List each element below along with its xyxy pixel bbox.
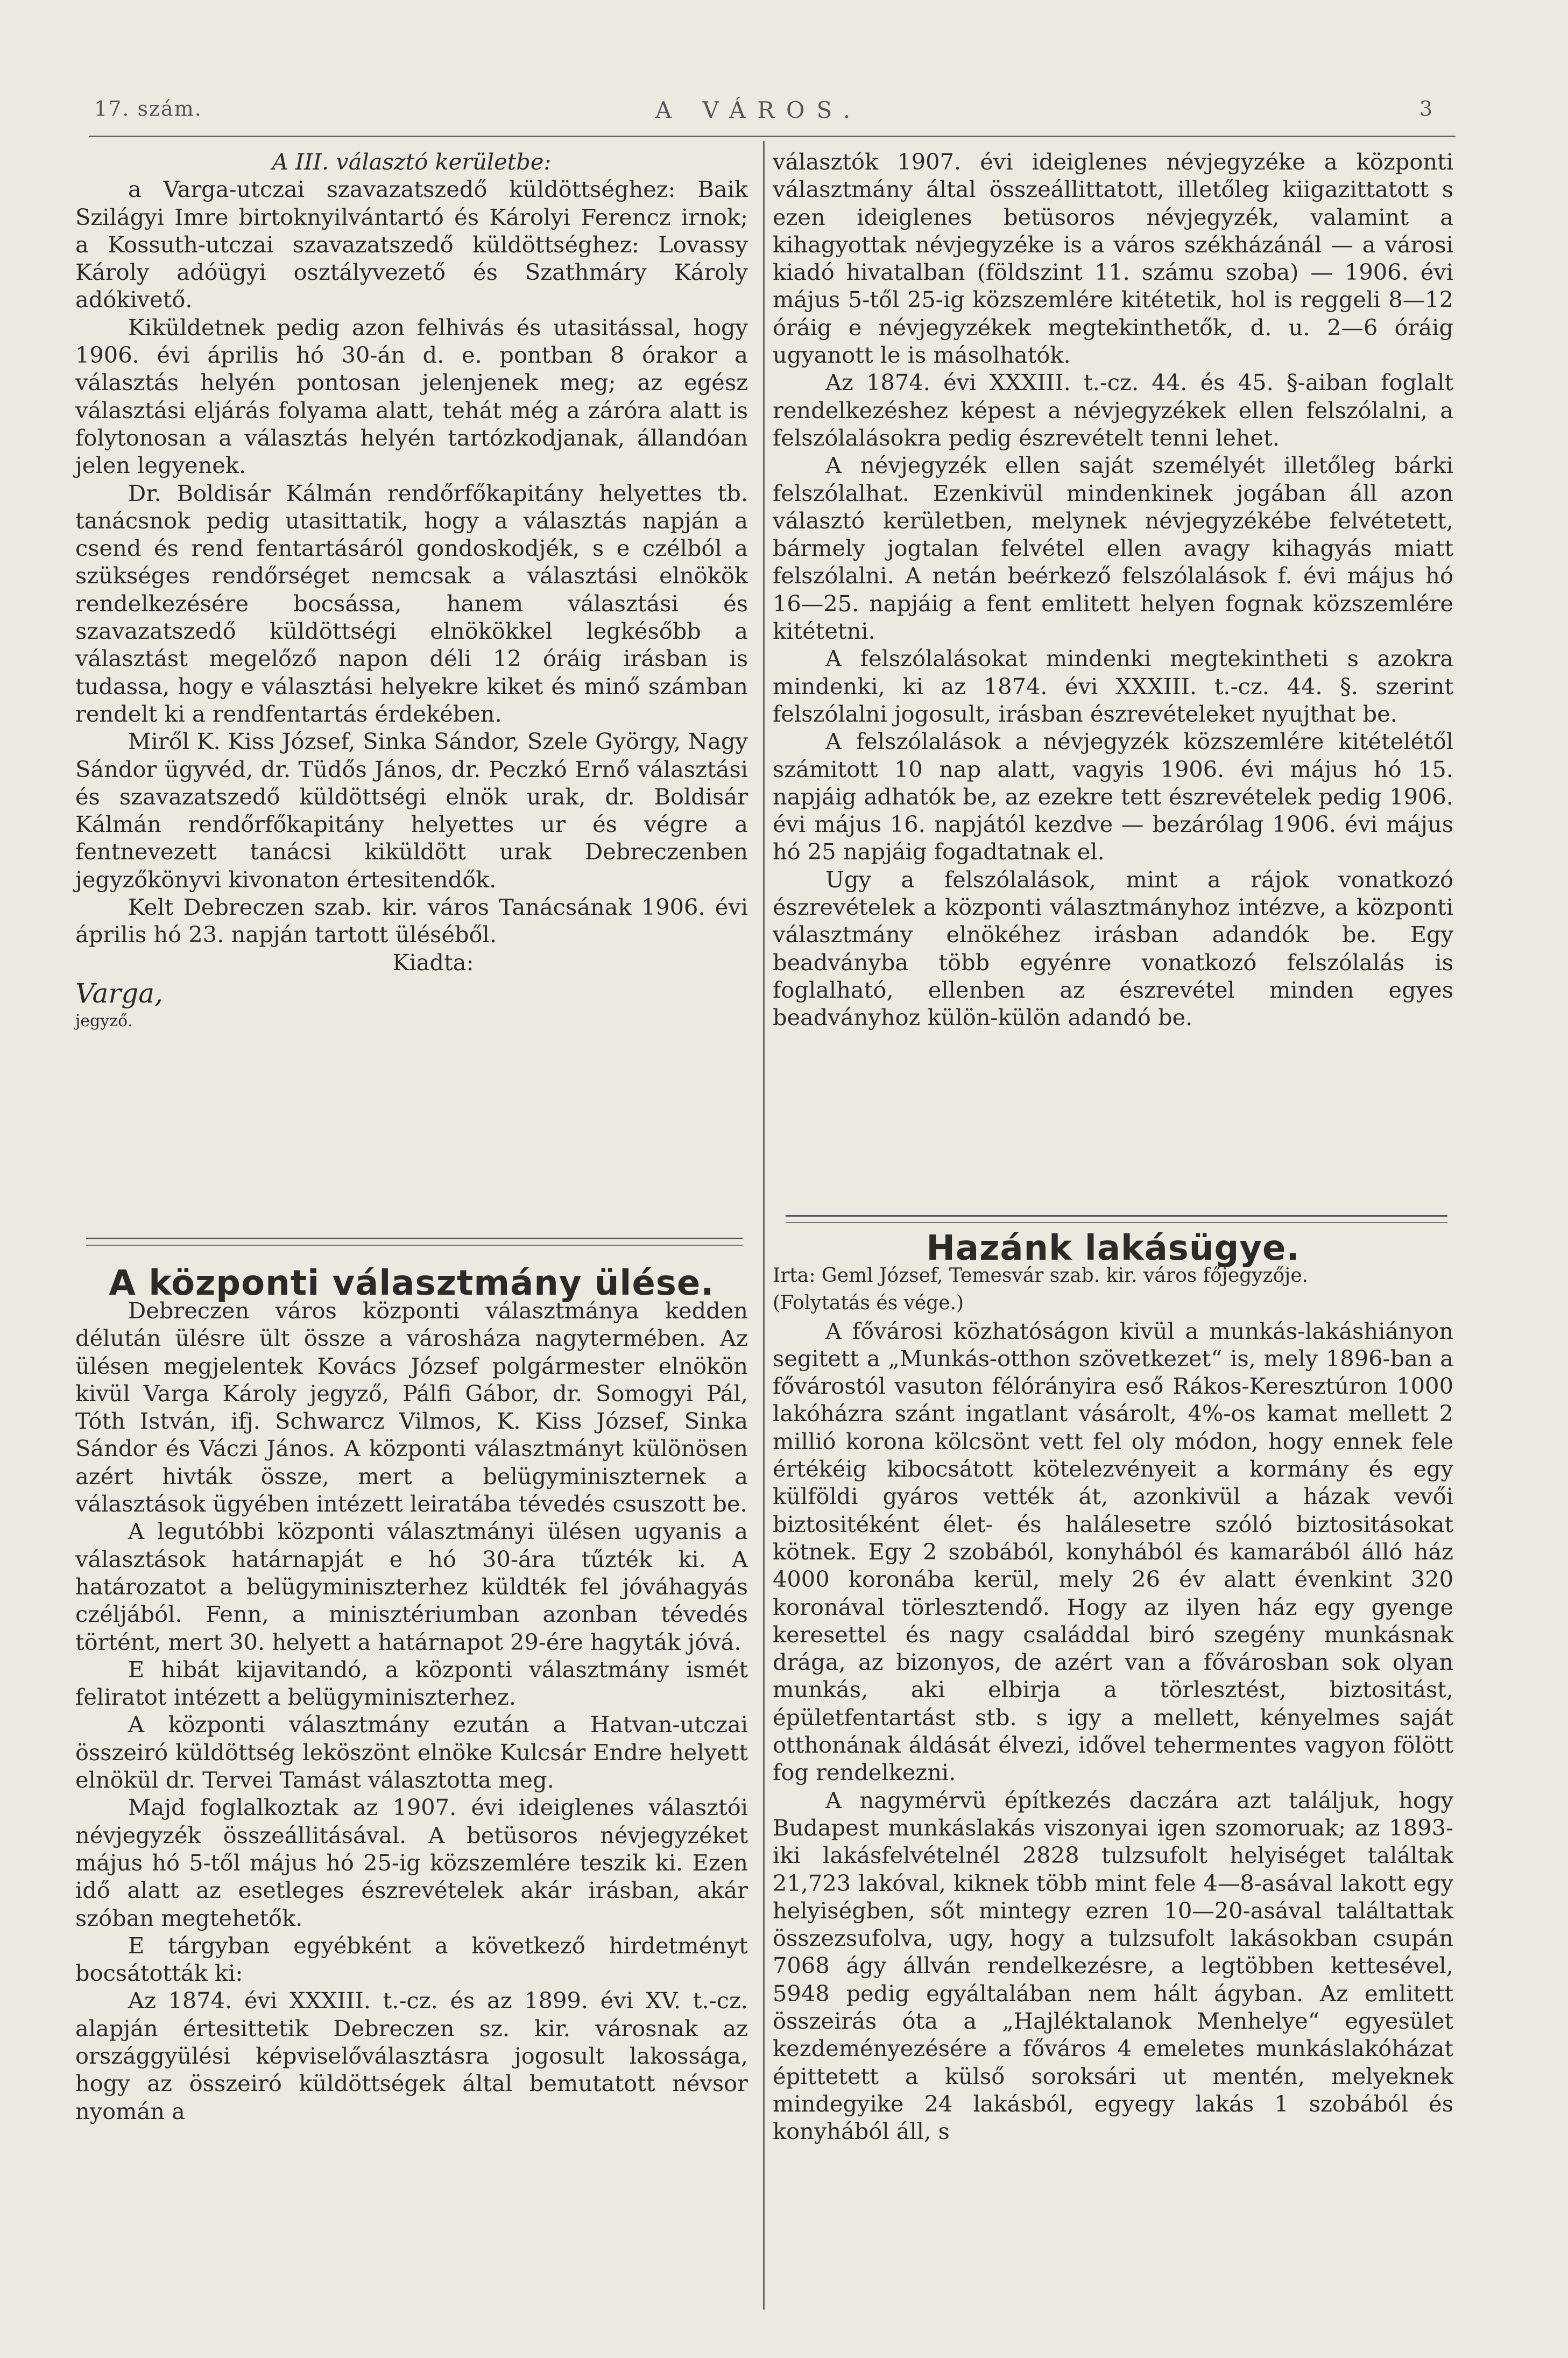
paragraph: a Varga-utczai szavazatszedő küldöttséghez: Baik Szilágyi Imre birtoknyilvántartó és Károlyi Ferencz irnok; a Kossuth-utczai szavazatszedő küldöttséghez: Lovassy Károly adóügyi osztályvezető és Szathmáry Károly adókivető.	[75, 176, 748, 313]
paragraph: Dr. Boldisár Kálmán rendőrfőkapitány helyettes tb. tanácsnok pedig utasittatik, hogy a választás napján a csend és rend fentartásáról gondoskodjék, s e czélból a szükséges rendőrséget nemcsak a választási elnökök rendelkezésére bocsássa, hanem választási és szavazatszedő küldöttségi elnökökkel legkésőbb a választást megelőző napon déli 12 óráig irásban is tudassa, hogy e választási helyekre kiket és minő számban rendelt ki a rendfentartás érdekében.	[75, 479, 748, 727]
page-number: 3	[1419, 97, 1433, 121]
paragraph: Debreczen város központi választmánya kedden délután ülésre ült össze a városháza nagytermében. Az ülésen megjelentek Kovács József polgármester elnökön kivül Varga Károly jegyző, Pálfi Gábor, dr. Somogyi Pál, Tóth István, ifj. Schwarcz Vilmos, K. Kiss József, Sinka Sándor és Váczi János. A központi választmányt különösen azért hivták össze, mert a belügyminiszternek a választások ügyében intézett leiratába tévedés csuszott be.	[75, 1297, 748, 1517]
kiadta-label: Kiadta:	[392, 949, 474, 976]
paragraph: A központi választmány ezután a Hatvan-utczai összeiró küldöttség leköszönt elnöke Kulcsár Endre helyett elnökül dr. Tervei Tamást választotta meg.	[75, 1711, 748, 1794]
paragraph: választók 1907. évi ideiglenes névjegyzéke a központi választmány által összeállittatott, illetőleg kiigazittatott s ezen ideiglenes betüsoros névjegyzék, valamint a kihagyottak névjegyzéke is a város székházánál — a városi kiadó hivatalban (földszint 11. számu szoba) — 1906. évi május 5-től 25-ig közszemlére kitétetik, hol is reggeli 8—12 óráig e névjegyzékek megtekinthetők, d. u. 2—6 óráig ugyanott le is másolhatók.	[773, 149, 1453, 369]
masthead-title: A VÁROS.	[655, 97, 863, 123]
article-title-hazank: Hazánk lakásügye.	[926, 1229, 1300, 1268]
header-rule	[89, 136, 1456, 137]
column-divider	[763, 141, 765, 2310]
paragraph: Ugy a felszólalások, mint a rájok vonatkozó észrevételek a központi választmányhoz intézve, a központi választmány elnökéhez irásban adandók be. Egy beadványba több egyénre vonatkozó felszólalás is foglalható, ellenben az észrevétel minden egyes beadványhoz külön-külön adandó be.	[773, 866, 1453, 1031]
paragraph: Kiküldetnek pedig azon felhivás és utasitással, hogy 1906. évi április hó 30-án d. e. pontban 8 órakor a választás helyén pontosan jelenjenek meg; az egész választási eljárás folyama alatt, tehát még a záróra alatt is folytonosan a választás helyén tartózkodjanak, állandóan jelen legyenek.	[75, 314, 748, 479]
signature-title: jegyző.	[75, 1011, 133, 1030]
section-separator	[786, 1215, 1447, 1223]
paragraph: A felszólalásokat mindenki megtekintheti s azokra mindenki, ki az 1874. évi XXXIII. t.-cz. 44. §. szerint felszólalni jogosult, irásban észrevételeket nyujthat be.	[773, 645, 1453, 727]
paragraph: E tárgyban egyébként a következő hirdetményt bocsátották ki:	[75, 1932, 748, 1987]
signature: Varga,	[75, 977, 163, 1009]
byline: Irta: Geml József, Temesvár szab. kir. város főjegyzője.	[773, 1265, 1309, 1287]
paragraph: A felszólalások a névjegyzék közszemlére kitételétől számitott 10 nap alatt, vagyis 1906. évi május hó 15. napjáig adhatók be, az ezekre tett észrevételek pedig 1906. évi május 16. napjától kezdve — bezárólag 1906. évi május hó 25 napjáig fogadtatnak el.	[773, 728, 1453, 865]
left-column-lower	[75, 1297, 748, 2125]
paragraph: E hibát kijavitandó, a központi választmány ismét feliratot intézett a belügyminiszterhez.	[75, 1656, 748, 1711]
paragraph: A névjegyzék ellen saját személyét illetőleg bárki felszólalhat. Ezenkivül mindenkinek jogában áll azon választó kerületben, melynek névjegyzékébe felvétetett, bármely jogtalan felvétel ellen avagy kihagyás miatt felszólalni. A netán beérkező felszólalások f. évi május hó 16—25. napjáig a fent emlitett helyen fognak közszemlére kitétetni.	[773, 452, 1453, 645]
left-column-upper	[75, 148, 748, 1032]
paragraph: A fővárosi közhatóságon kivül a munkás-lakáshiányon segitett a „Munkás-otthon szövetkezet“ is, mely 1896-ban a fővárostól vasuton félórányira eső Rákos-Keresztúron 1000 lakóházra szánt ingatlant vásárolt, 4%-os kamat mellett 2 millió korona kölcsönt vett fel oly módon, hogy ennek fele értékéig kibocsátott kötelezvényeit a kormány és egy külföldi gyáros vették át, azonkivül a házak vevői biztositéként élet- és halálesetre szóló biztositásokat kötnek. Egy 2 szobából, konyhából és kamarából álló ház 4000 koronába kerül, mely 26 év alatt évenkint 320 koronával törlesztendő. Hogy az ilyen ház egy gyenge keresettel és nagy családdal biró szegény munkásnak drága, az bizonyos, de azért van a fővárosban sok olyan munkás, aki elbirja a törlesztést, biztositást, épületfentartást stb. s igy a mellett, kényelmes saját otthonának áldását élvezi, idővel tehermentes vagyon fölött fog rendelkezni.	[773, 1317, 1453, 1786]
paragraph: A nagymérvü építkezés daczára azt találjuk, hogy Budapest munkáslakás viszonyai igen szomoruak; az 1893-iki lakásfelvételnél 2828 tulzsufolt helyiséget találtak 21,723 lakóval, kiknek több mint fele 4—8-asával lakott egy helyiségben, sőt mintegy ezren 10—20-asával találtattak összezsufolva, ugy, hogy a tulzsufolt lakásokban csupán 7068 ágy állván rendelkezésre, a legtöbben kettesével, 5948 pedig egyáltalában nem hált ágyban. Az emlitett összeirás óta a „Hajléktalanok Menhelye“ egyesület kezdeményezésére a főváros 4 emeletes munkáslakóházat épittetett a külső soroksári ut mentén, melyeknek mindegyike 24 lakásból, egyegy lakás 1 szobából és konyhából áll, s	[773, 1787, 1453, 2145]
district-heading: A III. választó kerületbe:	[272, 149, 552, 175]
paragraph: Az 1874. évi XXXIII. t.-cz. és az 1899. évi XV. t.-cz. alapján értesittetik Debreczen sz. kir. városnak az országgyülési képviselőválasztásra jogosult lakossága, hogy az összeiró küldöttségek által bemutatott névsor nyomán a	[75, 1987, 748, 2124]
paragraph: Majd foglalkoztak az 1907. évi ideiglenes választói névjegyzék összeállitásával. A betüsoros névjegyzéket május hó 5-től május hó 25-ig közszemlére teszik ki. Ezen idő alatt az esetleges észrevételek akár irásban, akár szóban megtehetők.	[75, 1794, 748, 1931]
issue-number: 17. szám.	[94, 97, 202, 121]
article-title-kozponti: A központi választmány ülése.	[109, 1263, 715, 1303]
section-separator	[86, 1238, 743, 1246]
right-column-upper	[773, 148, 1453, 1032]
paragraph: A legutóbbi központi választmányi ülésen ugyanis a választások határnapját e hó 30-ára tűzték ki. A határozatot a belügyminiszterhez küldték fel jóváhagyás czéljából. Fenn, a minisztériumban azonban tévedés történt, mert 30. helyett a határnapot 29-ére hagyták jóvá.	[75, 1518, 748, 1655]
paragraph: Kelt Debreczen szab. kir. város Tanácsának 1906. évi április hó 23. napján tartott üléséből.	[75, 894, 748, 948]
continued-note: (Folytatás és vége.)	[773, 1292, 964, 1315]
paragraph: Miről K. Kiss József, Sinka Sándor, Szele György, Nagy Sándor ügyvéd, dr. Tüdős János, dr. Peczkó Ernő választási és szavazatszedő küldöttségi elnök urak, dr. Boldisár Kálmán rendőrfőkapitány helyettes ur és végre a fentnevezett tanácsi kiküldött urak Debreczenben jegyzőkönyvi kivonaton értesitendők.	[75, 728, 748, 893]
paragraph: Az 1874. évi XXXIII. t.-cz. 44. és 45. §-aiban foglalt rendelkezéshez képest a névjegyzékek ellen felszólalni, a felszólalásokra pedig észrevételt tenni lehet.	[773, 369, 1453, 451]
right-column-lower	[773, 1262, 1453, 2145]
